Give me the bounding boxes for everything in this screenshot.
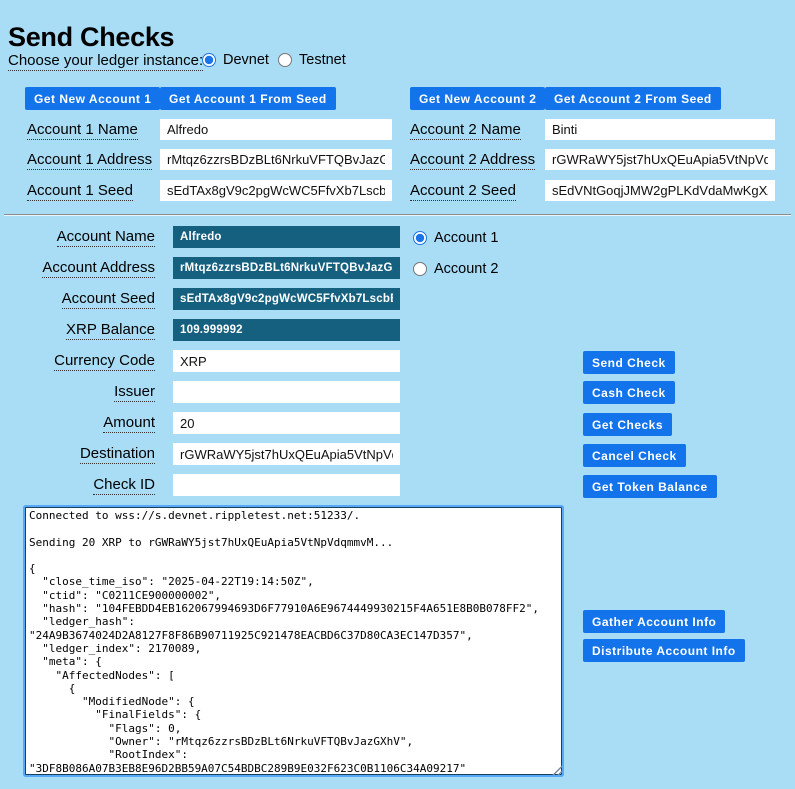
- account2-seed-label: Account 2 Seed: [410, 182, 516, 199]
- distribute-account-info-button[interactable]: Distribute Account Info: [583, 639, 745, 662]
- get-new-account1-button[interactable]: Get New Account 1: [25, 87, 160, 110]
- amount-label: Amount: [103, 414, 155, 431]
- account-seed-label: Account Seed: [61, 290, 155, 307]
- ledger-radio-testnet[interactable]: [278, 52, 346, 68]
- account2-radio-row[interactable]: [413, 261, 499, 277]
- ledger-instance-label: Choose your ledger instance:: [8, 52, 204, 69]
- currency-code-input[interactable]: [173, 350, 400, 372]
- issuer-input[interactable]: [173, 381, 400, 403]
- account1-radio-row[interactable]: [413, 230, 499, 246]
- get-token-balance-button[interactable]: Get Token Balance: [583, 475, 717, 498]
- account2-address-label: Account 2 Address: [410, 151, 536, 168]
- xrp-balance-label: XRP Balance: [66, 321, 155, 338]
- testnet-radio[interactable]: [278, 53, 292, 67]
- send-check-button[interactable]: Send Check: [583, 351, 675, 374]
- account2-seed-input[interactable]: [545, 180, 775, 201]
- account-seed-input[interactable]: [173, 288, 400, 310]
- destination-label: Destination: [79, 445, 155, 462]
- section-divider: [4, 214, 791, 215]
- account-address-input[interactable]: [173, 257, 400, 279]
- account-address-label: Account Address: [42, 259, 155, 276]
- account2-address-input[interactable]: [545, 149, 775, 170]
- account2-radio-label: Account 2: [434, 261, 499, 277]
- get-account1-from-seed-button[interactable]: Get Account 1 From Seed: [160, 87, 336, 110]
- account2-name-input[interactable]: [545, 119, 775, 140]
- destination-input[interactable]: [173, 443, 400, 465]
- issuer-label: Issuer: [114, 383, 155, 400]
- account1-name-input[interactable]: [160, 119, 392, 140]
- results-textarea[interactable]: [25, 507, 562, 775]
- gather-account-info-button[interactable]: Gather Account Info: [583, 610, 725, 633]
- account1-name-label: Account 1 Name: [27, 121, 138, 138]
- account1-address-input[interactable]: [160, 149, 392, 170]
- ledger-radio-devnet[interactable]: [202, 52, 269, 68]
- account2-name-label: Account 2 Name: [410, 121, 521, 138]
- account2-radio[interactable]: [413, 262, 427, 276]
- account1-radio[interactable]: [413, 231, 427, 245]
- cancel-check-button[interactable]: Cancel Check: [583, 444, 686, 467]
- account1-seed-label: Account 1 Seed: [27, 182, 133, 199]
- page-title: Send Checks: [8, 22, 175, 53]
- check-id-label: Check ID: [93, 476, 155, 493]
- account1-radio-label: Account 1: [434, 230, 499, 246]
- devnet-radio-label: Devnet: [223, 52, 269, 68]
- get-checks-button[interactable]: Get Checks: [583, 413, 672, 436]
- amount-input[interactable]: [173, 412, 400, 434]
- account-name-input[interactable]: [173, 226, 400, 248]
- check-id-input[interactable]: [173, 474, 400, 496]
- testnet-radio-label: Testnet: [299, 52, 346, 68]
- xrp-balance-input[interactable]: [173, 319, 400, 341]
- account-name-label: Account Name: [56, 228, 155, 245]
- devnet-radio[interactable]: [202, 53, 216, 67]
- get-account2-from-seed-button[interactable]: Get Account 2 From Seed: [545, 87, 721, 110]
- cash-check-button[interactable]: Cash Check: [583, 381, 675, 404]
- account1-seed-input[interactable]: [160, 180, 392, 201]
- currency-code-label: Currency Code: [54, 352, 155, 369]
- get-new-account2-button[interactable]: Get New Account 2: [410, 87, 545, 110]
- account1-address-label: Account 1 Address: [27, 151, 153, 168]
